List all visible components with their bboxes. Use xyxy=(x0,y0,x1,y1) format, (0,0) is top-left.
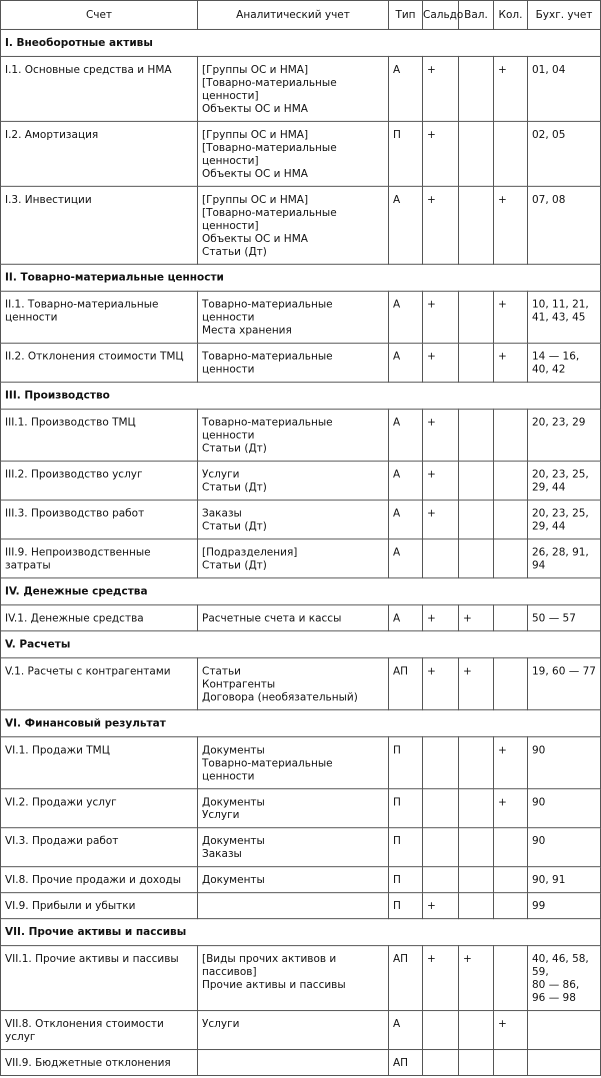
quantity-cell xyxy=(494,500,528,539)
quantity-cell xyxy=(494,658,528,710)
balance-cell: + xyxy=(423,605,459,631)
account-cell: I.3. Инвестиции xyxy=(1,186,198,264)
analytics-cell xyxy=(198,893,389,919)
analytics-cell: [Группы ОС и НМА] [Товарно-материальные ценности] Объекты ОС и НМА Статьи (Дт) xyxy=(198,186,389,264)
accounting-cell: 10, 11, 21, 41, 43, 45 xyxy=(528,291,601,343)
account-cell: III.9. Непроизводственные затраты xyxy=(1,539,198,578)
currency-cell xyxy=(459,867,494,893)
quantity-cell xyxy=(494,539,528,578)
section-title: VII. Прочие активы и пассивы xyxy=(1,919,601,946)
accounting-cell: 20, 23, 25, 29, 44 xyxy=(528,461,601,500)
accounting-cell: 20, 23, 29 xyxy=(528,409,601,461)
type-cell: А xyxy=(389,409,423,461)
account-cell: VII.8. Отклонения стоимости услуг xyxy=(1,1011,198,1050)
type-cell: А xyxy=(389,186,423,264)
currency-column-header: Вал. xyxy=(459,0,494,29)
accounting-cell xyxy=(528,1050,601,1076)
analytics-cell: [Подразделения] Статьи (Дт) xyxy=(198,539,389,578)
currency-cell xyxy=(459,828,494,867)
balance-cell: + xyxy=(423,500,459,539)
account-cell: I.2. Амортизация xyxy=(1,121,198,186)
table-row xyxy=(1,500,601,539)
currency-cell xyxy=(459,737,494,789)
table-row xyxy=(1,737,601,789)
analytics-cell: Расчетные счета и кассы xyxy=(198,605,389,631)
balance-cell xyxy=(423,1011,459,1050)
balance-cell: + xyxy=(423,946,459,1011)
account-cell: I.1. Основные средства и НМА xyxy=(1,56,198,121)
table-row xyxy=(1,789,601,828)
section-row xyxy=(1,264,601,291)
section-row xyxy=(1,578,601,605)
header-row xyxy=(1,0,601,29)
table-row xyxy=(1,121,601,186)
balance-cell xyxy=(423,789,459,828)
section-title: IV. Денежные средства xyxy=(1,578,601,605)
type-cell: П xyxy=(389,789,423,828)
balance-cell: + xyxy=(423,409,459,461)
analytics-cell: Товарно-материальные ценности Статьи (Дт) xyxy=(198,409,389,461)
currency-cell xyxy=(459,343,494,382)
quantity-cell xyxy=(494,867,528,893)
section-title: V. Расчеты xyxy=(1,631,601,658)
account-cell: III.2. Производство услуг xyxy=(1,461,198,500)
currency-cell: + xyxy=(459,946,494,1011)
quantity-cell: + xyxy=(494,186,528,264)
quantity-cell xyxy=(494,605,528,631)
account-cell: VII.9. Бюджетные отклонения xyxy=(1,1050,198,1076)
table-row xyxy=(1,946,601,1011)
analytics-cell: Заказы Статьи (Дт) xyxy=(198,500,389,539)
account-cell: IV.1. Денежные средства xyxy=(1,605,198,631)
balance-cell xyxy=(423,828,459,867)
accounting-cell: 26, 28, 91, 94 xyxy=(528,539,601,578)
accounting-cell: 99 xyxy=(528,893,601,919)
section-row xyxy=(1,631,601,658)
analytics-cell: Документы Товарно-материальные ценности xyxy=(198,737,389,789)
account-column-header: Счет xyxy=(1,0,198,29)
currency-cell xyxy=(459,121,494,186)
currency-cell xyxy=(459,409,494,461)
account-cell: VII.1. Прочие активы и пассивы xyxy=(1,946,198,1011)
accounting-cell: 20, 23, 25, 29, 44 xyxy=(528,500,601,539)
analytics-cell: Товарно-материальные ценности xyxy=(198,343,389,382)
quantity-cell: + xyxy=(494,343,528,382)
analytics-cell: Документы xyxy=(198,867,389,893)
account-cell: VI.8. Прочие продажи и доходы xyxy=(1,867,198,893)
balance-cell: + xyxy=(423,658,459,710)
section-title: III. Производство xyxy=(1,382,601,409)
quantity-cell xyxy=(494,121,528,186)
accounting-column-header: Бухг. учет xyxy=(528,0,601,29)
analytics-cell: [Группы ОС и НМА] [Товарно-материальные ценности] Объекты ОС и НМА xyxy=(198,121,389,186)
table-row xyxy=(1,56,601,121)
accounting-cell xyxy=(528,1011,601,1050)
quantity-cell: + xyxy=(494,291,528,343)
table-row xyxy=(1,605,601,631)
table-row xyxy=(1,539,601,578)
balance-column-header: Сальдо xyxy=(423,0,459,29)
currency-cell xyxy=(459,539,494,578)
currency-cell xyxy=(459,789,494,828)
type-cell: П xyxy=(389,893,423,919)
type-cell: П xyxy=(389,867,423,893)
balance-cell: + xyxy=(423,291,459,343)
section-title: II. Товарно-материальные ценности xyxy=(1,264,601,291)
balance-cell: + xyxy=(423,121,459,186)
account-cell: II.1. Товарно-материальные ценности xyxy=(1,291,198,343)
balance-cell: + xyxy=(423,461,459,500)
type-cell: А xyxy=(389,343,423,382)
analytics-cell: [Группы ОС и НМА] [Товарно-материальные ценности] Объекты ОС и НМА xyxy=(198,56,389,121)
table-row xyxy=(1,409,601,461)
balance-cell: + xyxy=(423,56,459,121)
quantity-cell xyxy=(494,461,528,500)
type-cell: АП xyxy=(389,658,423,710)
currency-cell xyxy=(459,500,494,539)
type-cell: АП xyxy=(389,1050,423,1076)
quantity-cell xyxy=(494,946,528,1011)
table-row xyxy=(1,1050,601,1076)
balance-cell xyxy=(423,867,459,893)
analytics-cell: Документы Услуги xyxy=(198,789,389,828)
quantity-cell: + xyxy=(494,56,528,121)
section-row xyxy=(1,919,601,946)
account-cell: VI.2. Продажи услуг xyxy=(1,789,198,828)
currency-cell: + xyxy=(459,658,494,710)
table-row xyxy=(1,867,601,893)
balance-cell: + xyxy=(423,893,459,919)
quantity-cell: + xyxy=(494,1011,528,1050)
table-row xyxy=(1,343,601,382)
section-title: I. Внеоборотные активы xyxy=(1,29,601,56)
type-cell: А xyxy=(389,461,423,500)
type-cell: А xyxy=(389,1011,423,1050)
accounting-cell: 01, 04 xyxy=(528,56,601,121)
accounting-cell: 90 xyxy=(528,789,601,828)
type-cell: П xyxy=(389,737,423,789)
table-row xyxy=(1,658,601,710)
account-cell: II.2. Отклонения стоимости ТМЦ xyxy=(1,343,198,382)
quantity-cell xyxy=(494,409,528,461)
account-cell: III.1. Производство ТМЦ xyxy=(1,409,198,461)
section-row xyxy=(1,29,601,56)
type-cell: А xyxy=(389,291,423,343)
type-cell: АП xyxy=(389,946,423,1011)
type-column-header: Тип xyxy=(389,0,423,29)
accounting-cell: 90, 91 xyxy=(528,867,601,893)
currency-cell xyxy=(459,893,494,919)
analytics-cell xyxy=(198,1050,389,1076)
account-cell: VI.9. Прибыли и убытки xyxy=(1,893,198,919)
account-cell: VI.3. Продажи работ xyxy=(1,828,198,867)
currency-cell xyxy=(459,56,494,121)
balance-cell xyxy=(423,1050,459,1076)
accounting-cell: 14 — 16, 40, 42 xyxy=(528,343,601,382)
balance-cell xyxy=(423,737,459,789)
accounting-cell: 07, 08 xyxy=(528,186,601,264)
analytics-cell: Документы Заказы xyxy=(198,828,389,867)
table-row xyxy=(1,291,601,343)
quantity-cell xyxy=(494,1050,528,1076)
account-cell: V.1. Расчеты с контрагентами xyxy=(1,658,198,710)
section-row xyxy=(1,382,601,409)
type-cell: А xyxy=(389,605,423,631)
currency-cell xyxy=(459,291,494,343)
account-cell: III.3. Производство работ xyxy=(1,500,198,539)
currency-cell xyxy=(459,186,494,264)
balance-cell: + xyxy=(423,186,459,264)
type-cell: А xyxy=(389,500,423,539)
accounting-cell: 19, 60 — 77 xyxy=(528,658,601,710)
accounting-cell: 02, 05 xyxy=(528,121,601,186)
table-row xyxy=(1,893,601,919)
quantity-cell xyxy=(494,828,528,867)
table-body xyxy=(1,29,601,1075)
analytics-cell: Услуги Статьи (Дт) xyxy=(198,461,389,500)
analytics-cell: Услуги xyxy=(198,1011,389,1050)
table-row xyxy=(1,461,601,500)
type-cell: А xyxy=(389,539,423,578)
account-cell: VI.1. Продажи ТМЦ xyxy=(1,737,198,789)
type-cell: А xyxy=(389,56,423,121)
balance-cell: + xyxy=(423,343,459,382)
currency-cell: + xyxy=(459,605,494,631)
table-row xyxy=(1,828,601,867)
type-cell: П xyxy=(389,828,423,867)
accounting-cell: 50 — 57 xyxy=(528,605,601,631)
section-title: VI. Финансовый результат xyxy=(1,710,601,737)
quantity-cell: + xyxy=(494,789,528,828)
quantity-cell: + xyxy=(494,737,528,789)
currency-cell xyxy=(459,461,494,500)
analytics-column-header: Аналитический учет xyxy=(198,0,389,29)
section-row xyxy=(1,710,601,737)
analytics-cell: Статьи Контрагенты Договора (необязательный) xyxy=(198,658,389,710)
type-cell: П xyxy=(389,121,423,186)
analytics-cell: Товарно-материальные ценности Места хранения xyxy=(198,291,389,343)
analytics-cell: [Виды прочих активов и пассивов] Прочие активы и пассивы xyxy=(198,946,389,1011)
table-row xyxy=(1,186,601,264)
accounting-cell: 90 xyxy=(528,828,601,867)
table-row xyxy=(1,1011,601,1050)
table-header xyxy=(1,0,601,29)
quantity-cell xyxy=(494,893,528,919)
quantity-column-header: Кол. xyxy=(494,0,528,29)
accounting-cell: 40, 46, 58, 59, 80 — 86, 96 — 98 xyxy=(528,946,601,1011)
balance-cell xyxy=(423,539,459,578)
currency-cell xyxy=(459,1050,494,1076)
currency-cell xyxy=(459,1011,494,1050)
accounting-cell: 90 xyxy=(528,737,601,789)
